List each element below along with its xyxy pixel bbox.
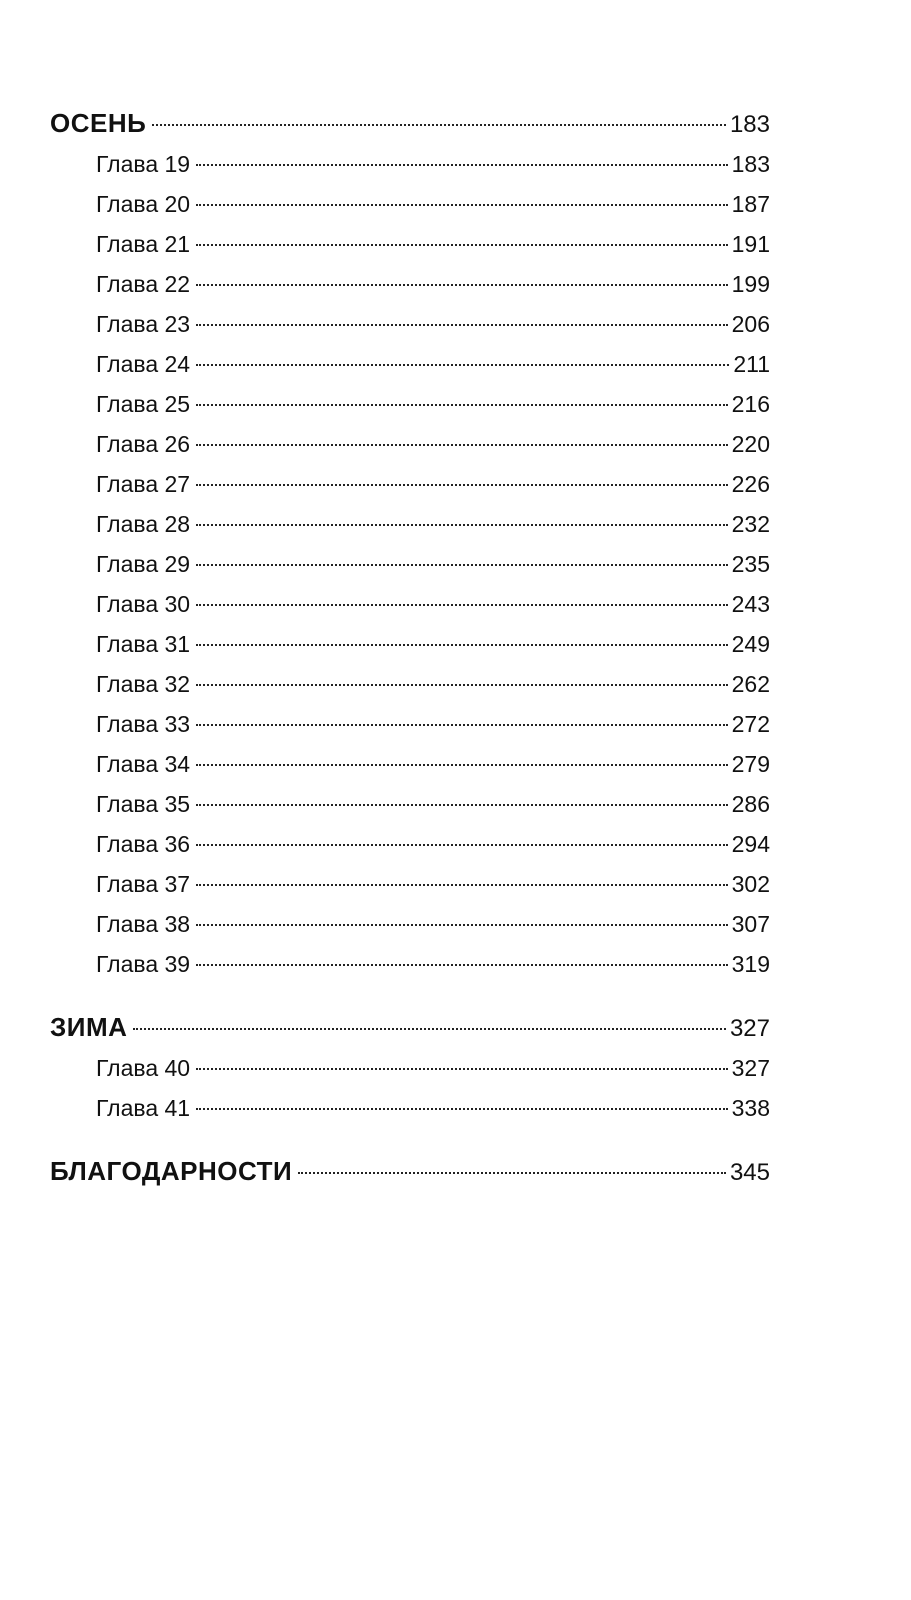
dot-leader (196, 204, 728, 206)
dot-leader (196, 844, 728, 846)
chapter-page-number: 232 (731, 511, 770, 537)
chapter-page-number: 249 (731, 631, 770, 657)
chapter-title: Глава 41 (96, 1095, 191, 1121)
chapter-page-number: 191 (731, 231, 770, 257)
chapter-title: Глава 40 (96, 1055, 191, 1081)
toc-chapter-entry[interactable] (50, 184, 770, 224)
part-page-number: 327 (729, 1015, 770, 1042)
chapter-page-number: 183 (731, 151, 770, 177)
chapter-page-number: 199 (731, 271, 770, 297)
chapter-page-number: 319 (731, 951, 770, 977)
chapter-page-number: 226 (731, 471, 770, 497)
toc-chapter-entry[interactable] (50, 1088, 770, 1128)
chapter-title: Глава 20 (96, 191, 191, 217)
chapter-title: Глава 24 (96, 351, 191, 377)
toc-chapter-entry[interactable] (50, 584, 770, 624)
toc-chapter-entry[interactable] (50, 1048, 770, 1088)
chapter-title: Глава 23 (96, 311, 191, 337)
part-title: БЛАГОДАРНОСТИ (50, 1156, 293, 1186)
dot-leader (196, 484, 728, 486)
chapter-title: Глава 39 (96, 951, 191, 977)
dot-leader (196, 164, 728, 166)
chapter-page-number: 279 (731, 751, 770, 777)
chapter-page-number: 243 (731, 591, 770, 617)
part-title: ОСЕНЬ (50, 108, 147, 138)
dot-leader (196, 244, 728, 246)
chapter-title: Глава 36 (96, 831, 191, 857)
chapter-page-number: 220 (731, 431, 770, 457)
part-title: ЗИМА (50, 1012, 128, 1042)
dot-leader (298, 1172, 726, 1174)
toc-chapter-entry[interactable] (50, 744, 770, 784)
dot-leader (196, 284, 728, 286)
toc-chapter-entry[interactable] (50, 384, 770, 424)
chapter-page-number: 262 (731, 671, 770, 697)
toc-chapter-entry[interactable] (50, 304, 770, 344)
toc-chapter-entry[interactable] (50, 504, 770, 544)
toc-chapter-entry[interactable] (50, 144, 770, 184)
dot-leader (196, 1068, 728, 1070)
dot-leader (196, 644, 728, 646)
chapter-title: Глава 30 (96, 591, 191, 617)
dot-leader (196, 764, 728, 766)
dot-leader (152, 124, 726, 126)
part-page-number: 183 (729, 111, 770, 138)
toc-part-entry[interactable] (50, 1006, 770, 1048)
chapter-page-number: 235 (731, 551, 770, 577)
toc-part-entry[interactable] (50, 1150, 770, 1192)
dot-leader (196, 964, 728, 966)
toc-chapter-entry[interactable] (50, 424, 770, 464)
dot-leader (196, 604, 728, 606)
chapter-page-number: 338 (731, 1095, 770, 1121)
chapter-title: Глава 37 (96, 871, 191, 897)
chapter-title: Глава 33 (96, 711, 191, 737)
chapter-title: Глава 21 (96, 231, 191, 257)
toc-chapter-entry[interactable] (50, 824, 770, 864)
toc-chapter-entry[interactable] (50, 664, 770, 704)
toc-chapter-entry[interactable] (50, 784, 770, 824)
chapter-title: Глава 25 (96, 391, 191, 417)
toc-section-acknowledgements (50, 1150, 770, 1192)
dot-leader (196, 804, 728, 806)
chapter-page-number: 206 (731, 311, 770, 337)
toc-chapter-entry[interactable] (50, 864, 770, 904)
dot-leader (196, 524, 728, 526)
toc-section-winter (50, 1006, 770, 1128)
chapter-page-number: 302 (731, 871, 770, 897)
chapter-page-number: 216 (731, 391, 770, 417)
dot-leader (196, 724, 728, 726)
toc-section-autumn (50, 102, 770, 984)
toc-chapter-entry[interactable] (50, 344, 770, 384)
chapter-title: Глава 26 (96, 431, 191, 457)
chapter-page-number: 211 (733, 351, 770, 377)
chapter-page-number: 286 (731, 791, 770, 817)
chapter-title: Глава 38 (96, 911, 191, 937)
dot-leader (196, 324, 728, 326)
toc-chapter-entry[interactable] (50, 264, 770, 304)
chapter-page-number: 294 (731, 831, 770, 857)
dot-leader (196, 884, 728, 886)
table-of-contents (50, 102, 770, 1192)
chapter-page-number: 327 (731, 1055, 770, 1081)
toc-chapter-entry[interactable] (50, 544, 770, 584)
chapter-title: Глава 31 (96, 631, 191, 657)
chapter-page-number: 187 (731, 191, 770, 217)
toc-chapter-entry[interactable] (50, 464, 770, 504)
dot-leader (196, 564, 728, 566)
chapter-title: Глава 28 (96, 511, 191, 537)
toc-chapter-entry[interactable] (50, 904, 770, 944)
chapter-title: Глава 29 (96, 551, 191, 577)
dot-leader (133, 1028, 726, 1030)
part-page-number: 345 (729, 1159, 770, 1186)
chapter-title: Глава 32 (96, 671, 191, 697)
chapter-title: Глава 27 (96, 471, 191, 497)
dot-leader (196, 1108, 728, 1110)
chapter-page-number: 272 (731, 711, 770, 737)
chapter-title: Глава 19 (96, 151, 191, 177)
chapter-title: Глава 35 (96, 791, 191, 817)
dot-leader (196, 924, 728, 926)
chapter-title: Глава 34 (96, 751, 191, 777)
dot-leader (196, 364, 729, 366)
dot-leader (196, 444, 728, 446)
toc-chapter-entry[interactable] (50, 944, 770, 984)
dot-leader (196, 684, 728, 686)
chapter-title: Глава 22 (96, 271, 191, 297)
toc-chapter-entry[interactable] (50, 224, 770, 264)
toc-chapter-entry[interactable] (50, 704, 770, 744)
dot-leader (196, 404, 728, 406)
toc-part-entry[interactable] (50, 102, 770, 144)
toc-chapter-entry[interactable] (50, 624, 770, 664)
chapter-page-number: 307 (731, 911, 770, 937)
